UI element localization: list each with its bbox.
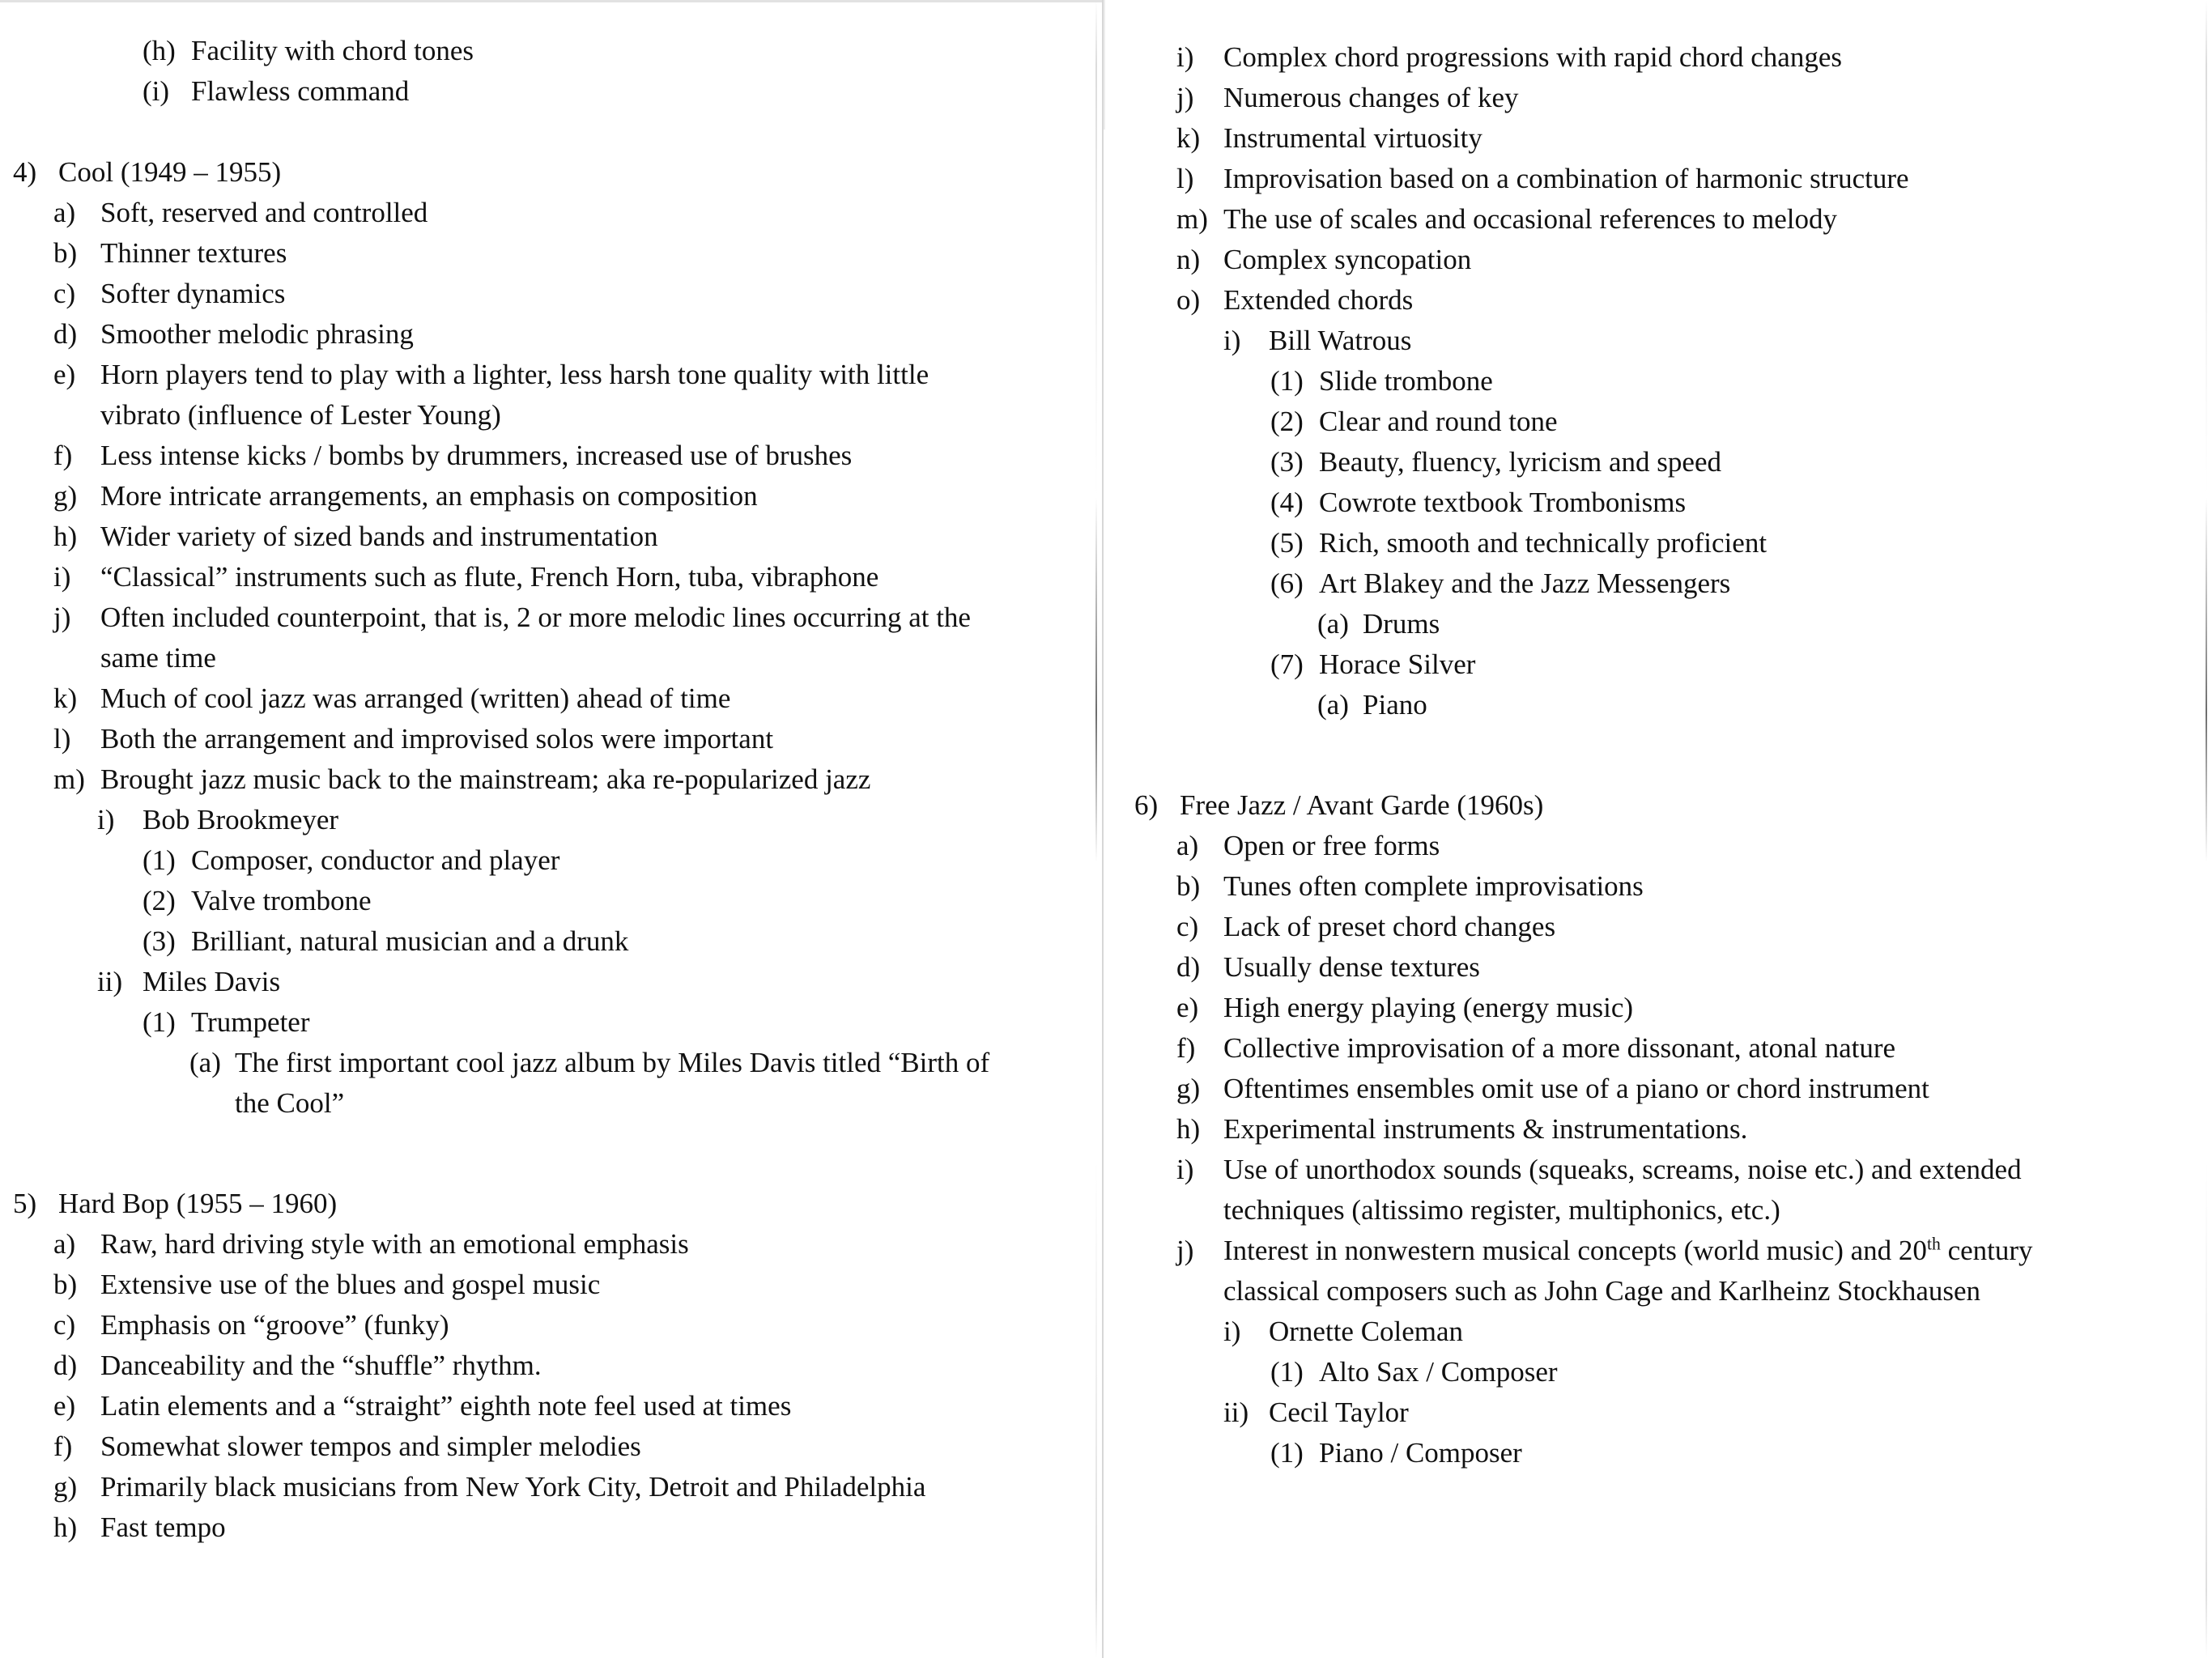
list-item: [1270, 523, 2191, 563]
list-marker: (6): [1270, 568, 1304, 599]
list-item: [1176, 159, 2191, 199]
list-marker: d): [53, 318, 78, 350]
list-text: Extensive use of the blues and gospel music: [100, 1269, 601, 1300]
list-text: [1223, 1231, 2191, 1312]
list-item: [1270, 1433, 2191, 1473]
list-text: Somewhat slower tempos and simpler melodies: [100, 1431, 641, 1462]
list-marker: c): [53, 278, 76, 309]
list-marker: i): [1176, 1154, 1194, 1185]
list-text: Primarily black musicians from New York City, Detroit and Philadelphia: [100, 1471, 926, 1503]
list-item: [53, 1265, 1078, 1305]
list-marker: ii): [1223, 1397, 1249, 1428]
list-marker: m): [1176, 203, 1208, 235]
section-spacer: [1134, 725, 2191, 785]
list-item: [53, 314, 1078, 355]
list-item: [53, 436, 1078, 476]
list-item: [53, 517, 1078, 557]
section-marker: 5): [13, 1188, 37, 1219]
list-text: Piano / Composer: [1319, 1437, 1522, 1469]
list-marker: (2): [1270, 406, 1304, 437]
list-text: Oftentimes ensembles omit use of a piano or chord instrument: [1223, 1073, 1929, 1104]
list-item: [1176, 826, 2191, 866]
list-text: Valve trombone: [191, 885, 372, 916]
section-title: Hard Bop (1955 – 1960): [58, 1188, 338, 1219]
list-marker: n): [1176, 244, 1201, 275]
list-text: Collective improvisation of a more dissonant, atonal nature: [1223, 1032, 1896, 1064]
list-item: [53, 355, 1078, 436]
list-item: [1176, 37, 2191, 78]
list-marker: l): [1176, 163, 1194, 194]
list-text: Beauty, fluency, lyricism and speed: [1319, 446, 1721, 478]
list-item: [53, 233, 1078, 274]
list-marker: (5): [1270, 527, 1304, 559]
list-text: Brought jazz music back to the mainstream; aka re-popularized jazz: [100, 763, 871, 795]
list-text-continuation: classical composers such as John Cage and Karlheinz Stockhausen: [1223, 1275, 1981, 1307]
list-marker: k): [53, 682, 78, 714]
list-marker: j): [53, 602, 71, 633]
scanned-page-left: [0, 0, 1104, 1658]
list-marker: i): [97, 804, 115, 835]
section-heading-free-jazz: [1134, 785, 2191, 826]
list-item: [53, 1426, 1078, 1467]
list-marker: (3): [143, 925, 176, 957]
list-item: [1176, 866, 2191, 907]
section-heading-cool: [13, 152, 1078, 193]
list-item: [53, 1507, 1078, 1548]
section-marker: 6): [1134, 789, 1159, 821]
list-marker: (7): [1270, 648, 1304, 680]
list-marker: d): [1176, 951, 1201, 983]
list-text: Raw, hard driving style with an emotional emphasis: [100, 1228, 689, 1260]
list-text: Composer, conductor and player: [191, 844, 560, 876]
list-item: [1223, 1392, 2191, 1433]
list-item: [1176, 1069, 2191, 1109]
list-marker: (a): [1317, 689, 1349, 721]
list-item: [1176, 78, 2191, 118]
list-text: Soft, reserved and controlled: [100, 197, 428, 228]
list-marker: g): [1176, 1073, 1201, 1104]
list-item: [53, 1467, 1078, 1507]
list-item: [1270, 1352, 2191, 1392]
list-marker: (i): [143, 75, 170, 107]
list-item: [1176, 947, 2191, 988]
list-text: Horace Silver: [1319, 648, 1476, 680]
list-text: Bill Watrous: [1269, 325, 1412, 356]
list-item: [53, 1305, 1078, 1346]
list-marker: (h): [143, 35, 176, 66]
list-text: Wider variety of sized bands and instrumentation: [100, 521, 658, 552]
list-text-after-superscript: century: [1940, 1235, 2033, 1266]
list-text: Smoother melodic phrasing: [100, 318, 414, 350]
list-marker: ii): [97, 966, 123, 997]
list-item: [53, 1224, 1078, 1265]
list-marker: (1): [1270, 1437, 1304, 1469]
list-marker: (1): [143, 1006, 176, 1038]
list-text: Miles Davis: [143, 966, 281, 997]
list-marker: (1): [1270, 365, 1304, 397]
list-item: [1176, 1028, 2191, 1069]
list-item: [97, 962, 1078, 1002]
list-text: Both the arrangement and improvised solos were important: [100, 723, 774, 755]
outline-left: [0, 0, 1102, 1548]
list-text: Alto Sax / Composer: [1319, 1356, 1558, 1388]
list-item: [53, 476, 1078, 517]
list-text-continuation: techniques (altissimo register, multiphonics, etc.): [1223, 1194, 1780, 1226]
list-text: Emphasis on “groove” (funky): [100, 1309, 449, 1341]
list-marker: e): [1176, 992, 1199, 1023]
list-text: Facility with chord tones: [191, 35, 474, 66]
list-item: [1176, 199, 2191, 240]
list-item-nonwestern: [1176, 1231, 2191, 1312]
list-item: [1223, 1312, 2191, 1352]
list-marker: f): [1176, 1032, 1196, 1064]
list-item: [1223, 321, 2191, 361]
list-text: [235, 1043, 1078, 1124]
list-item: [53, 274, 1078, 314]
list-text: Trumpeter: [191, 1006, 310, 1038]
list-item: [143, 881, 1078, 921]
section-marker: 4): [13, 156, 37, 188]
list-marker: h): [1176, 1113, 1201, 1145]
list-item: [1270, 483, 2191, 523]
list-marker: (a): [189, 1047, 221, 1078]
list-item: [53, 557, 1078, 597]
list-text: Tunes often complete improvisations: [1223, 870, 1644, 902]
list-item: [53, 1386, 1078, 1426]
list-marker: j): [1176, 82, 1194, 113]
list-item: [1270, 442, 2191, 483]
list-marker: i): [53, 561, 71, 593]
list-item: [53, 1346, 1078, 1386]
list-marker: a): [53, 197, 76, 228]
list-text: Experimental instruments & instrumentations.: [1223, 1113, 1748, 1145]
list-marker: a): [1176, 830, 1199, 861]
list-marker: b): [1176, 870, 1201, 902]
list-item: [1270, 361, 2191, 402]
section-heading-hard-bop: [13, 1184, 1078, 1224]
list-item: [1176, 988, 2191, 1028]
list-marker: l): [53, 723, 71, 755]
list-marker: o): [1176, 284, 1201, 316]
list-marker: i): [1223, 325, 1241, 356]
list-text: [100, 355, 1078, 436]
list-marker: (3): [1270, 446, 1304, 478]
list-item: [189, 1043, 1078, 1124]
list-text: Flawless command: [191, 75, 410, 107]
list-text-line1: The first important cool jazz album by Miles Davis titled “Birth of: [235, 1047, 990, 1078]
list-text: Latin elements and a “straight” eighth note feel used at times: [100, 1390, 792, 1422]
list-text: Open or free forms: [1223, 830, 1440, 861]
list-marker: (a): [1317, 608, 1349, 640]
list-marker: (1): [143, 844, 176, 876]
list-text: [100, 597, 1078, 678]
list-item: [53, 678, 1078, 719]
list-text: Complex syncopation: [1223, 244, 1472, 275]
list-text: Bob Brookmeyer: [143, 804, 339, 835]
list-item: [53, 597, 1078, 678]
list-text: Improvisation based on a combination of harmonic structure: [1223, 163, 1909, 194]
list-text-before-superscript: Interest in nonwestern musical concepts (world music) and 20: [1223, 1235, 1927, 1266]
list-text-continuation: the Cool”: [235, 1087, 345, 1119]
list-item: [143, 921, 1078, 962]
list-text-continuation: vibrato (influence of Lester Young): [100, 399, 501, 431]
list-text: [1223, 1150, 2191, 1231]
list-marker: b): [53, 1269, 78, 1300]
ordinal-superscript: th: [1926, 1234, 1941, 1254]
list-item: [143, 1002, 1078, 1043]
list-text: Clear and round tone: [1319, 406, 1558, 437]
section-title: Free Jazz / Avant Garde (1960s): [1180, 789, 1544, 821]
list-marker: c): [1176, 911, 1199, 942]
list-marker: h): [53, 521, 78, 552]
list-item: [53, 759, 1078, 800]
list-text: Slide trombone: [1319, 365, 1493, 397]
list-text: Numerous changes of key: [1223, 82, 1519, 113]
list-marker: (1): [1270, 1356, 1304, 1388]
list-marker: i): [1176, 41, 1194, 73]
list-marker: e): [53, 359, 76, 390]
list-item: [1176, 240, 2191, 280]
list-item: [1317, 685, 2191, 725]
list-item: [53, 719, 1078, 759]
list-text: More intricate arrangements, an emphasis on composition: [100, 480, 758, 512]
list-item: [1270, 644, 2191, 685]
list-text: Piano: [1363, 689, 1427, 721]
list-text: Much of cool jazz was arranged (written) ahead of time: [100, 682, 731, 714]
scanned-page-right: [1104, 0, 2212, 1658]
outline-right: [1104, 0, 2212, 1473]
list-item: [1176, 1150, 2191, 1231]
list-text: Ornette Coleman: [1269, 1316, 1464, 1347]
list-text: Cowrote textbook Trombonisms: [1319, 487, 1687, 518]
list-text: Cecil Taylor: [1269, 1397, 1409, 1428]
list-marker: f): [53, 1431, 73, 1462]
list-item: [97, 800, 1078, 840]
list-text: High energy playing (energy music): [1223, 992, 1634, 1023]
list-marker: h): [53, 1511, 78, 1543]
list-marker: g): [53, 480, 78, 512]
list-item: [1176, 118, 2191, 159]
list-marker: c): [53, 1309, 76, 1341]
section-spacer: [13, 1124, 1078, 1184]
list-marker: j): [1176, 1235, 1194, 1266]
list-item: [143, 71, 1078, 112]
list-text: Art Blakey and the Jazz Messengers: [1319, 568, 1731, 599]
list-marker: k): [1176, 122, 1201, 154]
list-text: Softer dynamics: [100, 278, 286, 309]
list-text-line1: Horn players tend to play with a lighter, less harsh tone quality with little: [100, 359, 929, 390]
list-text-line1: Often included counterpoint, that is, 2 or more melodic lines occurring at the: [100, 602, 971, 633]
section-title: Cool (1949 – 1955): [58, 156, 282, 188]
list-marker: g): [53, 1471, 78, 1503]
list-text: Complex chord progressions with rapid chord changes: [1223, 41, 1843, 73]
list-text: Brilliant, natural musician and a drunk: [191, 925, 629, 957]
list-item: [1176, 280, 2191, 321]
list-text: Rich, smooth and technically proficient: [1319, 527, 1767, 559]
list-text: “Classical” instruments such as flute, French Horn, tuba, vibraphone: [100, 561, 879, 593]
list-text: Extended chords: [1223, 284, 1414, 316]
list-text-line1: Use of unorthodox sounds (squeaks, screams, noise etc.) and extended: [1223, 1154, 2022, 1185]
list-item: [1176, 1109, 2191, 1150]
list-text: The use of scales and occasional references to melody: [1223, 203, 1838, 235]
list-marker: a): [53, 1228, 76, 1260]
list-item: [53, 193, 1078, 233]
list-text: Danceability and the “shuffle” rhythm.: [100, 1350, 542, 1381]
list-text: Instrumental virtuosity: [1223, 122, 1482, 154]
list-item: [1176, 907, 2191, 947]
list-text: Usually dense textures: [1223, 951, 1480, 983]
list-item: [1270, 563, 2191, 604]
list-item: [143, 31, 1078, 71]
list-marker: b): [53, 237, 78, 269]
list-marker: f): [53, 440, 73, 471]
list-item: [1270, 402, 2191, 442]
list-item: [1317, 604, 2191, 644]
list-item: [143, 840, 1078, 881]
list-text-continuation: same time: [100, 642, 216, 674]
list-marker: (2): [143, 885, 176, 916]
list-marker: (4): [1270, 487, 1304, 518]
list-text: Drums: [1363, 608, 1440, 640]
list-marker: e): [53, 1390, 76, 1422]
list-text: Fast tempo: [100, 1511, 226, 1543]
list-text: Less intense kicks / bombs by drummers, increased use of brushes: [100, 440, 853, 471]
list-marker: i): [1223, 1316, 1241, 1347]
list-text: Thinner textures: [100, 237, 287, 269]
list-marker: m): [53, 763, 85, 795]
list-text: Lack of preset chord changes: [1223, 911, 1556, 942]
section-spacer: [13, 112, 1078, 152]
list-marker: d): [53, 1350, 78, 1381]
